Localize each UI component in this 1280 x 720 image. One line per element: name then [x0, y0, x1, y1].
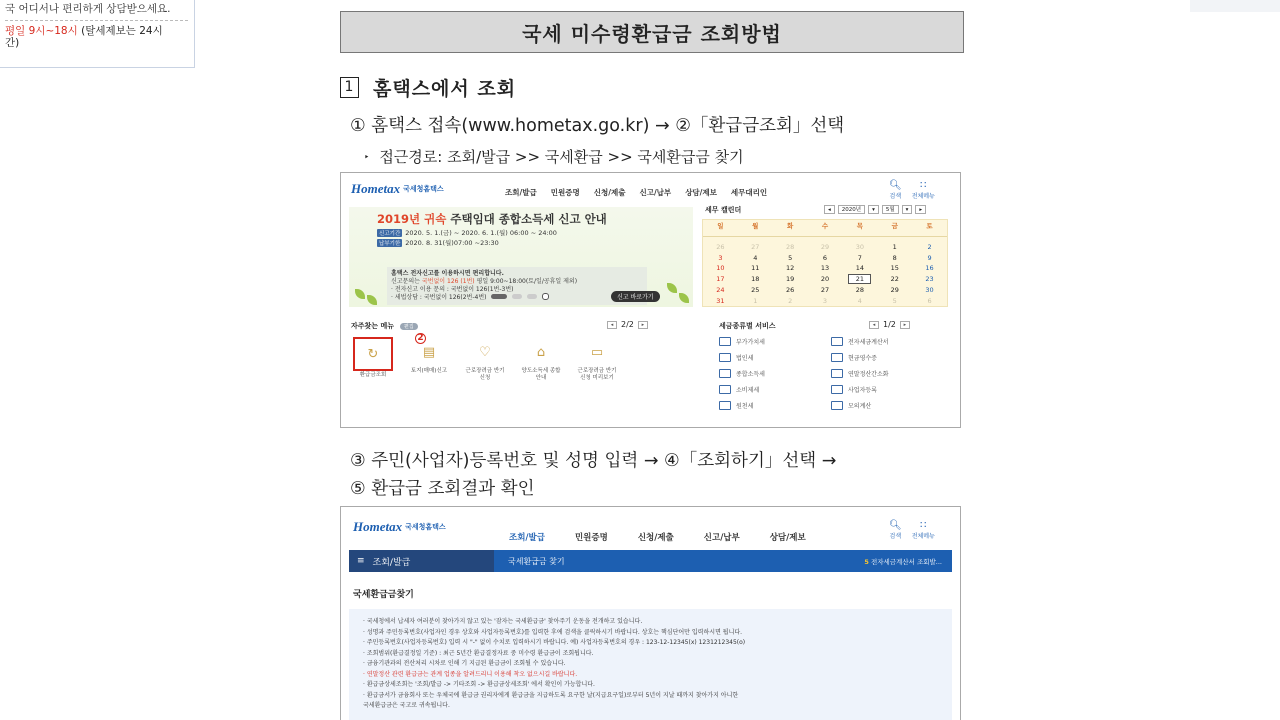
all-menu-button[interactable] [912, 181, 935, 200]
menu-label: 조회/발급 [372, 557, 411, 568]
location-bar [349, 550, 952, 572]
main-nav [505, 187, 767, 198]
calendar-day[interactable]: 28 [785, 242, 795, 251]
calendar-day[interactable]: 12 [785, 264, 795, 273]
news-ticker[interactable] [864, 557, 942, 566]
calendar-grid [702, 219, 948, 307]
service-icon [719, 353, 731, 362]
service-title: 세금종류별 서비스 [719, 322, 776, 330]
calendar-day[interactable]: 4 [753, 253, 758, 262]
info-line: · 금융기관과의 전산처리 시차로 인해 기 지급된 환급금이 조회될 수 있습니다. [363, 660, 566, 667]
calendar-day[interactable]: 3 [822, 296, 828, 305]
notice-line: · 세법상담 : 국번없이 126(2번-4번) [391, 294, 487, 301]
tile-label: 근로장려금 반기신청 미리보기 [577, 368, 617, 381]
leaf-decoration [367, 295, 377, 305]
nav-item[interactable]: 신청/제출 [593, 188, 626, 197]
service-icon [719, 401, 731, 410]
step-marker: 2 [415, 333, 426, 344]
calendar-title: 세무 캘린더 [705, 206, 742, 214]
tile-refund-lookup[interactable] [353, 337, 393, 382]
year-dropdown-icon[interactable]: ▾ [868, 205, 879, 214]
tile-land-report[interactable] [409, 337, 449, 382]
calendar-day[interactable]: 24 [716, 285, 725, 294]
heart-hand-icon: ♡ [479, 344, 491, 360]
calendar-day[interactable]: 26 [785, 285, 795, 294]
tile-transfer-tax[interactable] [521, 337, 561, 382]
page-indicator: 1/2 [883, 320, 896, 329]
pager-dot[interactable] [491, 294, 507, 299]
section-heading: 국세환급금찾기 [353, 590, 414, 600]
nav-icons [889, 181, 935, 200]
calendar-day[interactable]: 31 [716, 296, 725, 305]
consult-hours [5, 25, 188, 37]
banner-title [377, 211, 607, 227]
service-item[interactable] [831, 385, 943, 394]
service-label: 연말정산간소화 [848, 371, 889, 378]
page-title: 국세 미수령환급금 조회방법 [340, 11, 964, 53]
nav-item[interactable]: 조회/발급 [509, 533, 545, 543]
pager-dot[interactable] [527, 294, 537, 299]
calendar-day[interactable]: 10 [716, 264, 725, 273]
info-box [349, 609, 952, 720]
logo-sub: 국세청홈택스 [405, 523, 446, 531]
calendar-day[interactable]: 11 [751, 264, 760, 273]
hometax-main-screenshot [340, 172, 961, 428]
calendar-selects [824, 205, 926, 214]
frequent-menu-title: 자주찾는 메뉴 [351, 322, 395, 330]
news-text: 전자세금계산서 조회발... [870, 557, 942, 566]
top-right-strip [1190, 0, 1280, 12]
calendar-day[interactable]: 26 [716, 242, 725, 251]
service-icon [831, 353, 843, 362]
calendar-day[interactable]: 28 [855, 285, 864, 294]
calendar-day[interactable]: 2 [927, 242, 932, 251]
calendar-day[interactable]: 6 [822, 253, 828, 262]
logo-text: Hometax [351, 181, 401, 196]
service-pager [869, 320, 910, 329]
calendar-day[interactable]: 3 [718, 253, 723, 262]
service-icon [719, 369, 731, 378]
service-icon [831, 385, 843, 394]
service-label: 소비제세 [736, 387, 760, 394]
leaf-decoration [679, 293, 689, 303]
calendar-day[interactable]: 27 [820, 285, 830, 294]
period-tag: 신고기간 [379, 231, 401, 237]
card-icon: ▭ [590, 344, 604, 360]
nav-item[interactable]: 민원증명 [574, 533, 608, 543]
prev-page-button[interactable]: ◂ [607, 321, 617, 329]
banner-row-1 [377, 228, 557, 237]
leaf-decoration [355, 289, 365, 299]
prev-page-button[interactable]: ◂ [869, 321, 879, 329]
page-indicator: 2/2 [621, 320, 634, 329]
refund-lookup-screenshot [340, 506, 961, 720]
step-5: ⑤ 환급금 조회결과 확인 [350, 479, 535, 499]
calendar-day[interactable]: 19 [785, 275, 795, 284]
banner-pager [491, 293, 549, 300]
search-button[interactable] [889, 521, 902, 540]
calendar-day[interactable]: 21 [848, 274, 871, 284]
service-label: 원천세 [736, 403, 754, 410]
search-icon: 🔍︎ [889, 180, 902, 191]
service-item[interactable] [719, 337, 831, 346]
year-select[interactable]: 2020년 [838, 205, 865, 214]
tile-label: 근로장려금 반기 신청 [465, 368, 505, 381]
section-number: 1 [340, 77, 359, 98]
all-menu-label: 전체메뉴 [911, 193, 935, 200]
calendar-day[interactable]: 6 [927, 296, 932, 305]
info-line: · 조회범위(환급결정일 기준) : 최근 5년간 환급결정자료 중 미수령 환급금이 조회됩니다. [363, 649, 594, 657]
all-menu-label: 전체메뉴 [911, 533, 935, 540]
service-label: 종합소득세 [736, 371, 765, 378]
service-grid [719, 337, 943, 410]
calendar-day[interactable]: 5 [788, 253, 793, 262]
search-label: 검색 [889, 193, 902, 200]
next-page-button[interactable]: ▸ [638, 321, 648, 329]
nav-item[interactable]: 신고/납부 [639, 188, 672, 197]
refund-icon: ↻ [353, 337, 393, 371]
service-label: 부가가치세 [736, 339, 765, 346]
house-icon: ⌂ [536, 344, 546, 360]
service-icon [831, 337, 843, 346]
nav-item[interactable]: 신청/제출 [637, 533, 674, 543]
bullet-icon: ‣ [364, 152, 370, 163]
tile-label: 환급금조회 [359, 372, 387, 378]
notice-line [391, 278, 643, 286]
service-label: 법인세 [736, 355, 754, 362]
calendar-weekday: 금 [891, 221, 898, 230]
tax-calendar [702, 207, 948, 307]
section-label: 홈택스에서 조회 [373, 78, 517, 100]
calendar-weekday: 화 [786, 221, 794, 230]
info-line: 국세환급금은 국고로 귀속됩니다. [363, 702, 450, 709]
calendar-day[interactable]: 9 [927, 253, 932, 262]
info-line-warning: · 연말정산 관련 환급금는 관계 업종을 알려드리니 이용해 착오 없으시길 바랍니다. [363, 670, 578, 678]
calendar-day[interactable]: 16 [925, 264, 934, 273]
service-item[interactable] [719, 353, 831, 362]
notice-phone: 국번없이 126 (1번) [421, 278, 475, 285]
frequent-menu-tiles [353, 337, 617, 382]
nav-item[interactable]: 상담/제보 [685, 188, 717, 197]
service-icon [719, 337, 731, 346]
calendar-day[interactable]: 1 [892, 242, 897, 251]
folder-icon: ▤ [422, 344, 436, 360]
calendar-day[interactable]: 15 [890, 264, 899, 273]
news-number: 5 [864, 557, 869, 566]
service-item[interactable] [831, 369, 943, 378]
calendar-day[interactable]: 1 [753, 296, 758, 305]
section-heading [340, 74, 516, 101]
access-path [364, 146, 744, 167]
banner-year: 2019년 귀속 [377, 212, 447, 226]
breadcrumb: 국세환급금 찾기 [508, 556, 565, 566]
calendar-day[interactable]: 4 [857, 296, 862, 305]
edit-tag[interactable]: 편집 [400, 323, 418, 330]
tile-incentive-preview[interactable] [577, 337, 617, 382]
report-go-button[interactable]: 신고 바로가기 [611, 291, 660, 302]
calendar-day[interactable]: 29 [890, 285, 899, 294]
pager-dot[interactable] [512, 294, 522, 299]
divider [5, 20, 188, 21]
calendar-weekday: 목 [856, 221, 863, 230]
calendar-weekday: 수 [821, 221, 829, 230]
calendar-day[interactable]: 13 [820, 264, 830, 273]
menu-toggle[interactable] [349, 550, 494, 572]
info-line: · 성명과 주민등록번호(사업자인 경우 상호와 사업자등록번호)를 입력한 후에 검색을 클릭하시기 바랍니다. 상호는 핵심단어만 입력하시면 됩니다. [363, 628, 743, 636]
service-icon [831, 401, 843, 410]
consult-info-box [0, 0, 195, 68]
all-menu-button[interactable] [912, 521, 935, 540]
calendar-day[interactable]: 7 [857, 253, 862, 262]
hours-note-2: 간) [5, 37, 20, 49]
prev-month-button[interactable]: ◂ [824, 205, 835, 214]
calendar-day[interactable]: 23 [925, 275, 934, 284]
grid-menu-icon: ∷ [920, 180, 927, 191]
consult-text: 국 어디서나 편리하게 상담받으세요. [5, 3, 171, 15]
service-icon [831, 369, 843, 378]
step-1-2: ① 홈택스 접속(www.hometax.go.kr) → ②「환급금조회」선택 [350, 116, 845, 136]
month-select[interactable]: 5월 [882, 205, 899, 214]
service-item[interactable] [831, 337, 943, 346]
logo-sub: 국세청홈택스 [403, 185, 444, 193]
pager-dot[interactable] [542, 293, 549, 300]
search-button[interactable] [889, 181, 902, 200]
calendar-day[interactable]: 30 [925, 285, 934, 294]
service-label: 모의계산 [848, 403, 872, 410]
info-line: · 환급금상세조회는 '조회/발급 -> 기타조회 -> 환급금상세조회' 에서 확인이 가능합니다. [363, 681, 595, 688]
calendar-day[interactable]: 18 [751, 275, 760, 284]
service-icon [719, 385, 731, 394]
calendar-day[interactable]: 25 [751, 285, 760, 294]
nav-item[interactable]: 신고/납부 [703, 533, 740, 543]
leaf-decoration [667, 283, 677, 293]
period-text: 2020. 5. 1.(금) ~ 2020. 6. 1.(월) 06:00 ~ 24:00 [405, 229, 557, 237]
main-nav [509, 531, 806, 543]
access-path-text: 접근경로: 조회/발급 >> 국세환급 >> 국세환급금 찾기 [379, 148, 744, 166]
tile-incentive-apply[interactable] [465, 337, 505, 382]
info-line: · 환급금서가 금융회사 또는 우체국에 환급금 권리자에게 환급금을 지급하도록 요구한 날(지급요구일)로부터 5년이 지날 때까지 찾아가지 아니한 [363, 691, 739, 699]
service-item[interactable] [719, 385, 831, 394]
nav-icons [889, 521, 935, 540]
hometax-logo [351, 181, 444, 197]
logo-text: Hometax [353, 519, 403, 534]
notice-text: 평일 9:00~18:00(토/일/공휴일 제외) [476, 278, 578, 285]
banner-title-rest: 주택임대 종합소득세 신고 안내 [450, 212, 607, 226]
nav-item[interactable]: 조회/발급 [505, 188, 537, 197]
calendar-day[interactable]: 30 [855, 242, 864, 251]
info-line: · 주민등록번호(사업자등록번호) 입력 시 "-" 없이 수치로 입력하시기 바랍니다. 예) 사업자등록번호의 경우 : 123-12-12345(x) 1231212345(o) [363, 639, 746, 646]
info-line: · 국세청에서 납세자 여러분이 찾아가지 않고 있는 '잠자는 국세환급금' 찾아주기 운동을 전개하고 있습니다. [363, 618, 643, 625]
service-item[interactable] [719, 369, 831, 378]
tax-service-panel [719, 320, 949, 410]
step-3-4: ③ 주민(사업자)등록번호 및 성명 입력 → ④「조회하기」선택 → [350, 451, 837, 471]
search-label: 검색 [889, 533, 902, 540]
calendar-day[interactable]: 2 [788, 296, 793, 305]
frequent-menu-pager [607, 320, 648, 329]
calendar-day[interactable]: 17 [716, 275, 725, 284]
calendar-day[interactable]: 29 [820, 242, 830, 251]
calendar-day[interactable]: 22 [890, 275, 899, 284]
next-month-button[interactable]: ▸ [915, 205, 926, 214]
calendar-day[interactable]: 20 [820, 275, 830, 284]
calendar-weekday: 토 [926, 221, 933, 230]
due-tag: 납부기한 [379, 241, 401, 247]
hours-note: (탈세제보는 24시 [81, 25, 163, 37]
banner-row-2 [377, 238, 499, 247]
calendar-day[interactable]: 14 [855, 264, 864, 273]
search-icon: 🔍︎ [889, 520, 902, 531]
service-item[interactable] [831, 353, 943, 362]
next-page-button[interactable]: ▸ [900, 321, 910, 329]
calendar-weekday: 일 [717, 221, 724, 230]
month-dropdown-icon[interactable]: ▾ [902, 205, 913, 214]
notice-line: 홈택스 전자신고를 이용하시면 편리합니다. [391, 270, 504, 277]
service-label: 현금영수증 [848, 355, 877, 362]
nav-item[interactable]: 상담/제보 [769, 533, 806, 543]
calendar-day[interactable]: 8 [892, 253, 897, 262]
notice-text: 신고문의는 [391, 278, 420, 285]
calendar-divider [703, 236, 947, 237]
service-item[interactable] [831, 401, 943, 410]
tile-label: 토지(매매)신고 [410, 368, 448, 374]
grid-menu-icon: ∷ [920, 520, 927, 531]
hours-red: 평일 9시~18시 [5, 25, 78, 37]
hamburger-icon: ≡ [357, 556, 365, 566]
service-label: 전자세금계산서 [848, 339, 889, 346]
hometax-logo [353, 519, 446, 535]
due-text: 2020. 8. 31(월)07:00 ~23:30 [405, 239, 499, 247]
frequent-menu-header [351, 321, 418, 331]
tile-label: 양도소득세 종합안내 [521, 368, 561, 381]
calendar-day[interactable]: 27 [751, 242, 760, 251]
service-label: 사업자등록 [848, 387, 877, 394]
calendar-weekday: 월 [752, 221, 759, 230]
nav-item[interactable]: 세무대리인 [730, 188, 768, 197]
notice-line: · 전자신고 이용 문의 : 국번없이 126(1번-3번) [391, 286, 514, 293]
calendar-day[interactable]: 5 [892, 296, 897, 305]
service-item[interactable] [719, 401, 831, 410]
nav-item[interactable]: 민원증명 [550, 188, 580, 197]
